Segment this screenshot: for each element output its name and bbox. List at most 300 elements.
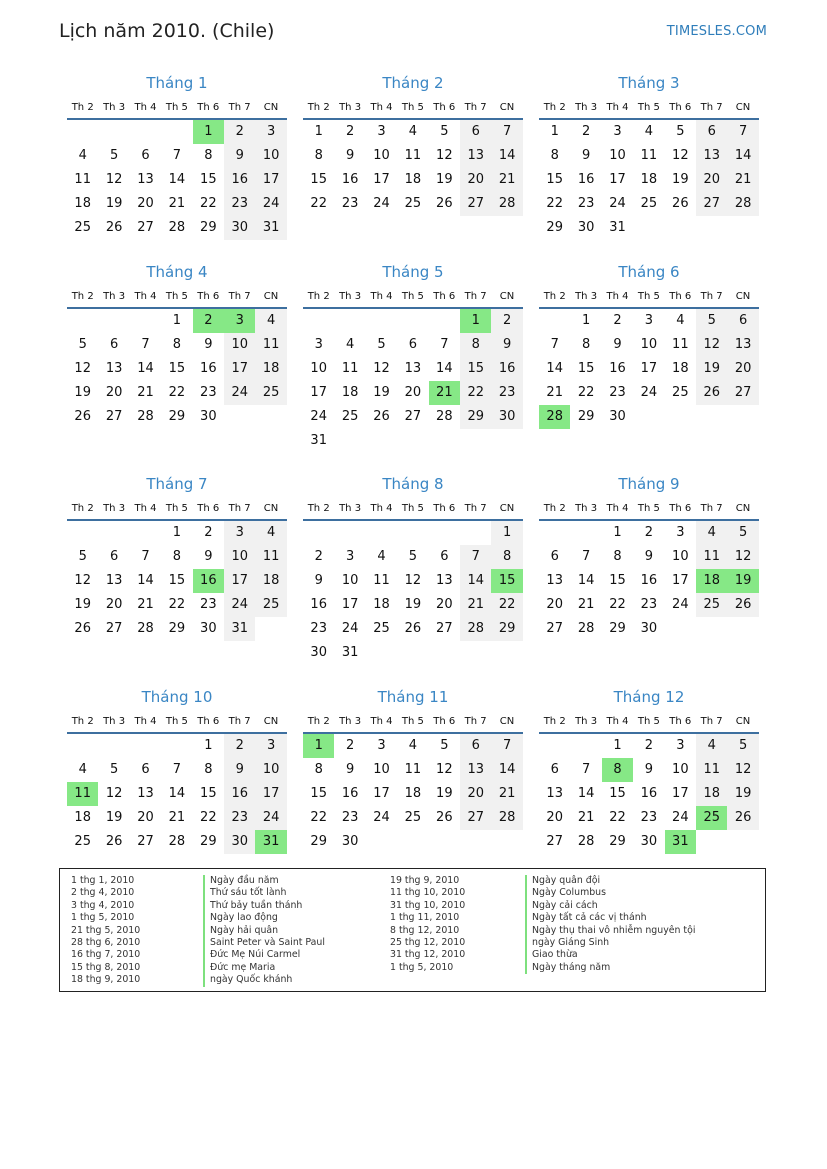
weekday-header: Th 7 [228, 503, 251, 514]
day-cell: 26 [105, 834, 123, 849]
day-cell: 21 [577, 597, 595, 612]
day-cell: 22 [546, 196, 563, 211]
weekday-header: Th 3 [575, 291, 598, 302]
day-cell: 9 [613, 337, 622, 352]
empty-cell [67, 734, 98, 758]
weekday-header: Th 3 [339, 102, 362, 113]
day-cell: 1 [581, 313, 591, 328]
day-cell: 30 [341, 834, 359, 849]
month-calendar [67, 474, 287, 641]
weekday-header: Th 5 [165, 291, 188, 302]
weekday-header: Th 7 [700, 291, 723, 302]
day-cell: 19 [672, 172, 689, 187]
day-cell: 3 [377, 738, 386, 753]
day-cell: 1 [314, 124, 323, 139]
legend-holiday-date: 1 thg 1, 2010 [71, 875, 135, 886]
legend-names-column-left [203, 875, 325, 987]
day-cell: 18 [74, 810, 91, 825]
day-cell: 3 [345, 549, 355, 564]
month-title: Tháng 12 [613, 688, 685, 706]
day-cell: 7 [141, 549, 150, 564]
weekday-header: CN [263, 503, 279, 514]
weekday-header: Th 5 [165, 503, 188, 514]
day-cell: 23 [224, 806, 255, 830]
day-cell: 17 [224, 569, 255, 593]
day-cell: 31 [255, 216, 286, 240]
holiday-day-cell: 16 [193, 569, 224, 593]
day-cell: 23 [200, 385, 217, 400]
day-cell: 18 [74, 196, 91, 211]
day-cell: 4 [255, 309, 286, 333]
day-cell: 24 [609, 196, 626, 211]
weekday-header: Th 4 [370, 291, 393, 302]
month-calendar [67, 73, 287, 240]
day-cell: 7 [460, 545, 491, 569]
day-grid [539, 120, 759, 240]
day-cell: 2 [613, 313, 622, 328]
day-cell: 9 [224, 758, 255, 782]
day-cell: 18 [640, 172, 658, 187]
day-cell: 10 [373, 762, 390, 777]
day-cell: 3 [255, 120, 286, 144]
day-cell: 2 [224, 120, 255, 144]
day-cell: 17 [373, 786, 390, 801]
empty-cell [539, 521, 570, 545]
weekday-header: Th 6 [433, 503, 456, 514]
day-cell: 29 [168, 621, 186, 636]
day-cell: 2 [345, 124, 355, 139]
legend-holiday-date: 8 thg 12, 2010 [390, 924, 460, 936]
day-cell: 20 [404, 385, 422, 400]
day-cell: 8 [314, 148, 323, 163]
weekday-header: Th 2 [543, 102, 566, 113]
day-cell: 7 [727, 120, 758, 144]
day-cell: 19 [404, 597, 422, 612]
holiday-day-cell: 18 [696, 569, 727, 593]
day-cell: 10 [341, 573, 359, 588]
month-title: Tháng 5 [382, 263, 444, 281]
day-cell: 3 [676, 525, 685, 540]
day-cell: 30 [224, 216, 255, 240]
day-cell: 2 [314, 549, 323, 564]
day-cell: 6 [408, 337, 418, 352]
holiday-day-cell: 31 [665, 830, 696, 854]
day-cell: 14 [546, 361, 563, 376]
day-cell: 22 [577, 385, 595, 400]
weekday-header: Th 6 [197, 102, 220, 113]
weekday-header: Th 5 [637, 503, 660, 514]
day-cell: 6 [550, 549, 559, 564]
day-cell: 12 [672, 148, 689, 163]
day-cell: 2 [491, 309, 522, 333]
day-cell: 8 [172, 337, 182, 352]
month-calendar [539, 687, 759, 854]
day-cell: 14 [436, 361, 453, 376]
empty-cell [539, 734, 570, 758]
day-cell: 11 [696, 545, 727, 569]
day-cell: 27 [105, 409, 123, 424]
month-calendar [539, 474, 759, 641]
empty-cell [570, 521, 601, 545]
day-cell: 29 [200, 220, 217, 235]
day-cell: 4 [696, 521, 727, 545]
day-cell: 20 [137, 196, 154, 211]
day-cell: 12 [696, 333, 727, 357]
day-cell: 24 [224, 381, 255, 405]
holiday-day-cell: 2 [193, 309, 224, 333]
month-title: Tháng 2 [382, 74, 444, 92]
day-cell: 15 [310, 172, 327, 187]
day-cell: 22 [200, 810, 217, 825]
weekday-header: Th 7 [228, 716, 251, 727]
day-cell: 18 [404, 786, 422, 801]
weekday-header: CN [735, 291, 751, 302]
weekday-header: CN [263, 102, 279, 113]
day-cell: 24 [373, 810, 390, 825]
weekday-header: Th 2 [71, 503, 94, 514]
day-cell: 10 [672, 549, 689, 564]
day-cell: 20 [696, 168, 727, 192]
day-cell: 14 [727, 144, 758, 168]
day-cell: 20 [546, 810, 563, 825]
day-cell: 15 [460, 357, 491, 381]
day-cell: 19 [74, 597, 91, 612]
day-cell: 10 [640, 337, 658, 352]
day-cell: 13 [546, 786, 563, 801]
month-title: Tháng 8 [382, 475, 444, 493]
day-cell: 29 [200, 834, 217, 849]
day-cell: 14 [577, 573, 595, 588]
day-cell: 20 [460, 782, 491, 806]
day-cell: 4 [676, 313, 685, 328]
day-cell: 4 [377, 549, 386, 564]
day-cell: 31 [341, 645, 359, 660]
day-cell: 24 [672, 810, 689, 825]
weekday-header: CN [499, 716, 515, 727]
legend-holiday-date: 21 thg 5, 2010 [71, 924, 141, 936]
day-cell: 3 [644, 313, 654, 328]
weekday-header-row [539, 498, 759, 521]
day-cell: 28 [436, 409, 453, 424]
day-cell: 12 [727, 758, 758, 782]
weekday-header: Th 3 [339, 503, 362, 514]
day-cell: 11 [255, 545, 286, 569]
day-cell: 21 [546, 385, 563, 400]
day-cell: 14 [137, 361, 154, 376]
weekday-header: CN [263, 291, 279, 302]
weekday-header: CN [735, 102, 751, 113]
day-cell: 4 [696, 734, 727, 758]
holiday-day-cell: 3 [224, 309, 255, 333]
empty-cell [334, 309, 365, 333]
day-cell: 22 [609, 810, 626, 825]
empty-cell [334, 521, 365, 545]
day-cell: 23 [491, 381, 522, 405]
day-cell: 10 [255, 758, 286, 782]
day-cell: 8 [613, 549, 622, 564]
day-cell: 30 [200, 409, 217, 424]
day-cell: 22 [460, 381, 491, 405]
day-cell: 7 [491, 734, 522, 758]
weekday-header-row [303, 498, 523, 521]
day-cell: 13 [546, 573, 563, 588]
day-cell: 23 [224, 192, 255, 216]
day-cell: 4 [78, 762, 87, 777]
weekday-header: Th 3 [103, 716, 126, 727]
day-cell: 6 [109, 337, 119, 352]
day-cell: 17 [255, 782, 286, 806]
day-cell: 30 [200, 621, 217, 636]
weekday-header: Th 4 [606, 102, 629, 113]
day-cell: 13 [460, 144, 491, 168]
empty-cell [98, 734, 129, 758]
day-cell: 10 [373, 148, 390, 163]
day-cell: 6 [727, 309, 758, 333]
day-cell: 22 [168, 385, 186, 400]
day-cell: 22 [168, 597, 186, 612]
day-cell: 6 [141, 148, 150, 163]
holiday-day-cell: 28 [539, 405, 570, 429]
day-cell: 20 [727, 357, 758, 381]
day-cell: 19 [696, 357, 727, 381]
weekday-header: Th 6 [197, 503, 220, 514]
legend-holiday-name: Saint Peter và Saint Paul [203, 937, 325, 949]
holiday-legend [59, 868, 766, 992]
day-cell: 6 [460, 734, 491, 758]
weekday-header: Th 3 [575, 503, 598, 514]
day-cell: 11 [404, 762, 422, 777]
weekday-header: Th 2 [543, 716, 566, 727]
day-cell: 6 [460, 120, 491, 144]
day-cell: 17 [373, 172, 390, 187]
day-cell: 19 [105, 810, 123, 825]
weekday-header: Th 6 [433, 291, 456, 302]
day-cell: 13 [404, 361, 422, 376]
day-cell: 15 [609, 573, 626, 588]
weekday-header: CN [263, 716, 279, 727]
empty-cell [161, 734, 192, 758]
weekday-header: Th 3 [575, 716, 598, 727]
day-cell: 3 [676, 738, 685, 753]
day-cell: 8 [172, 549, 182, 564]
day-cell: 5 [408, 549, 418, 564]
day-cell: 27 [727, 381, 758, 405]
day-grid [303, 120, 523, 216]
day-cell: 15 [609, 786, 626, 801]
day-cell: 13 [436, 573, 453, 588]
day-cell: 29 [491, 617, 522, 641]
day-cell: 4 [408, 124, 418, 139]
day-cell: 15 [310, 786, 327, 801]
month-title: Tháng 7 [146, 475, 208, 493]
day-cell: 30 [609, 409, 626, 424]
month-calendar [539, 73, 759, 240]
day-cell: 22 [310, 810, 327, 825]
day-cell: 29 [609, 621, 626, 636]
weekday-header-row [67, 498, 287, 521]
day-cell: 20 [137, 810, 154, 825]
day-cell: 14 [168, 172, 186, 187]
weekday-header: Th 6 [433, 716, 456, 727]
day-cell: 11 [373, 573, 390, 588]
day-cell: 19 [74, 385, 91, 400]
weekday-header: Th 5 [401, 291, 424, 302]
day-cell: 25 [404, 810, 422, 825]
day-cell: 1 [613, 738, 622, 753]
weekday-header: Th 4 [370, 102, 393, 113]
empty-cell [366, 309, 397, 333]
day-cell: 5 [78, 337, 87, 352]
day-cell: 30 [640, 621, 658, 636]
day-cell: 3 [377, 124, 386, 139]
day-cell: 9 [491, 333, 522, 357]
day-cell: 17 [255, 168, 286, 192]
weekday-header: Th 3 [339, 716, 362, 727]
day-cell: 8 [314, 762, 323, 777]
day-cell: 14 [491, 144, 522, 168]
month-calendar [67, 687, 287, 854]
day-cell: 21 [168, 810, 186, 825]
day-cell: 22 [609, 597, 626, 612]
day-cell: 3 [224, 521, 255, 545]
weekday-header: Th 6 [197, 716, 220, 727]
legend-holiday-date: 28 thg 6, 2010 [71, 936, 141, 948]
day-cell: 30 [310, 645, 327, 660]
empty-cell [67, 309, 98, 333]
weekday-header: Th 3 [575, 102, 598, 113]
day-cell: 26 [436, 810, 453, 825]
day-cell: 16 [310, 597, 327, 612]
day-cell: 3 [613, 124, 622, 139]
legend-holiday-date: 1 thg 5, 2010 [71, 912, 135, 924]
day-cell: 16 [224, 782, 255, 806]
day-cell: 27 [546, 834, 563, 849]
day-cell: 7 [172, 762, 182, 777]
holiday-day-cell: 31 [255, 830, 286, 854]
day-cell: 14 [168, 786, 186, 801]
page-title: Lịch năm 2010. (Chile) [59, 20, 275, 42]
empty-cell [161, 120, 192, 144]
day-cell: 20 [436, 597, 453, 612]
day-cell: 1 [204, 738, 213, 753]
day-cell: 5 [440, 124, 449, 139]
legend-holiday-date: 31 thg 10, 2010 [390, 899, 466, 911]
day-cell: 10 [224, 545, 255, 569]
empty-cell [429, 521, 460, 545]
day-cell: 11 [696, 758, 727, 782]
day-cell: 25 [404, 196, 422, 211]
weekday-header: CN [735, 503, 751, 514]
day-cell: 9 [204, 337, 213, 352]
day-cell: 3 [314, 337, 323, 352]
day-cell: 3 [255, 734, 286, 758]
weekday-header: CN [735, 716, 751, 727]
legend-holiday-name: Ngày tất cả các vị thánh [525, 912, 695, 924]
day-cell: 31 [609, 220, 626, 235]
day-cell: 1 [172, 525, 182, 540]
day-cell: 24 [640, 385, 658, 400]
month-title: Tháng 1 [146, 74, 208, 92]
day-cell: 17 [640, 361, 658, 376]
weekday-header: Th 3 [103, 102, 126, 113]
day-cell: 12 [74, 361, 91, 376]
weekday-header: Th 6 [669, 291, 692, 302]
legend-holiday-date: 19 thg 9, 2010 [390, 875, 460, 886]
day-cell: 28 [491, 806, 522, 830]
day-grid [67, 309, 287, 429]
day-cell: 19 [436, 786, 453, 801]
day-cell: 12 [105, 172, 123, 187]
holiday-day-cell: 19 [727, 569, 758, 593]
day-cell: 18 [255, 357, 286, 381]
weekday-header: Th 6 [669, 716, 692, 727]
weekday-header-row [539, 286, 759, 309]
day-cell: 7 [550, 337, 559, 352]
legend-holiday-name: ngày Quốc khánh [203, 974, 325, 986]
day-cell: 23 [640, 810, 658, 825]
day-cell: 14 [137, 573, 154, 588]
day-cell: 6 [550, 762, 559, 777]
weekday-header: Th 5 [165, 102, 188, 113]
day-cell: 17 [341, 597, 359, 612]
day-cell: 26 [74, 409, 91, 424]
weekday-header: Th 4 [134, 716, 157, 727]
day-cell: 9 [581, 148, 591, 163]
day-cell: 20 [546, 597, 563, 612]
day-cell: 8 [581, 337, 591, 352]
day-cell: 26 [672, 196, 689, 211]
day-cell: 21 [491, 782, 522, 806]
day-cell: 5 [109, 148, 119, 163]
day-cell: 30 [224, 830, 255, 854]
legend-holiday-name: Giao thừa [525, 949, 695, 961]
day-cell: 24 [310, 409, 327, 424]
day-cell: 21 [491, 168, 522, 192]
day-cell: 23 [577, 196, 595, 211]
day-cell: 15 [168, 361, 186, 376]
day-cell: 23 [609, 385, 626, 400]
weekday-header: Th 2 [307, 102, 330, 113]
day-cell: 11 [255, 333, 286, 357]
weekday-header: Th 5 [637, 102, 660, 113]
legend-holiday-date: 25 thg 12, 2010 [390, 936, 466, 948]
empty-cell [539, 309, 570, 333]
month-title: Tháng 6 [618, 263, 680, 281]
weekday-header: Th 5 [401, 102, 424, 113]
day-cell: 26 [436, 196, 453, 211]
day-cell: 30 [577, 220, 595, 235]
day-cell: 4 [345, 337, 355, 352]
day-cell: 23 [310, 621, 327, 636]
legend-holiday-name: Ngày hải quân [203, 925, 325, 937]
day-cell: 27 [460, 192, 491, 216]
day-cell: 20 [105, 597, 123, 612]
day-cell: 24 [672, 597, 689, 612]
day-cell: 21 [137, 385, 154, 400]
day-cell: 21 [137, 597, 154, 612]
day-cell: 13 [105, 361, 123, 376]
month-title: Tháng 4 [146, 263, 208, 281]
month-calendar [303, 73, 523, 216]
day-cell: 26 [373, 409, 390, 424]
month-title: Tháng 3 [618, 74, 680, 92]
weekday-header: Th 2 [307, 291, 330, 302]
month-title: Tháng 9 [618, 475, 680, 493]
day-cell: 2 [204, 525, 213, 540]
site-link[interactable]: TIMESLES.COM [666, 24, 767, 39]
day-cell: 28 [577, 834, 595, 849]
day-cell: 18 [373, 597, 390, 612]
